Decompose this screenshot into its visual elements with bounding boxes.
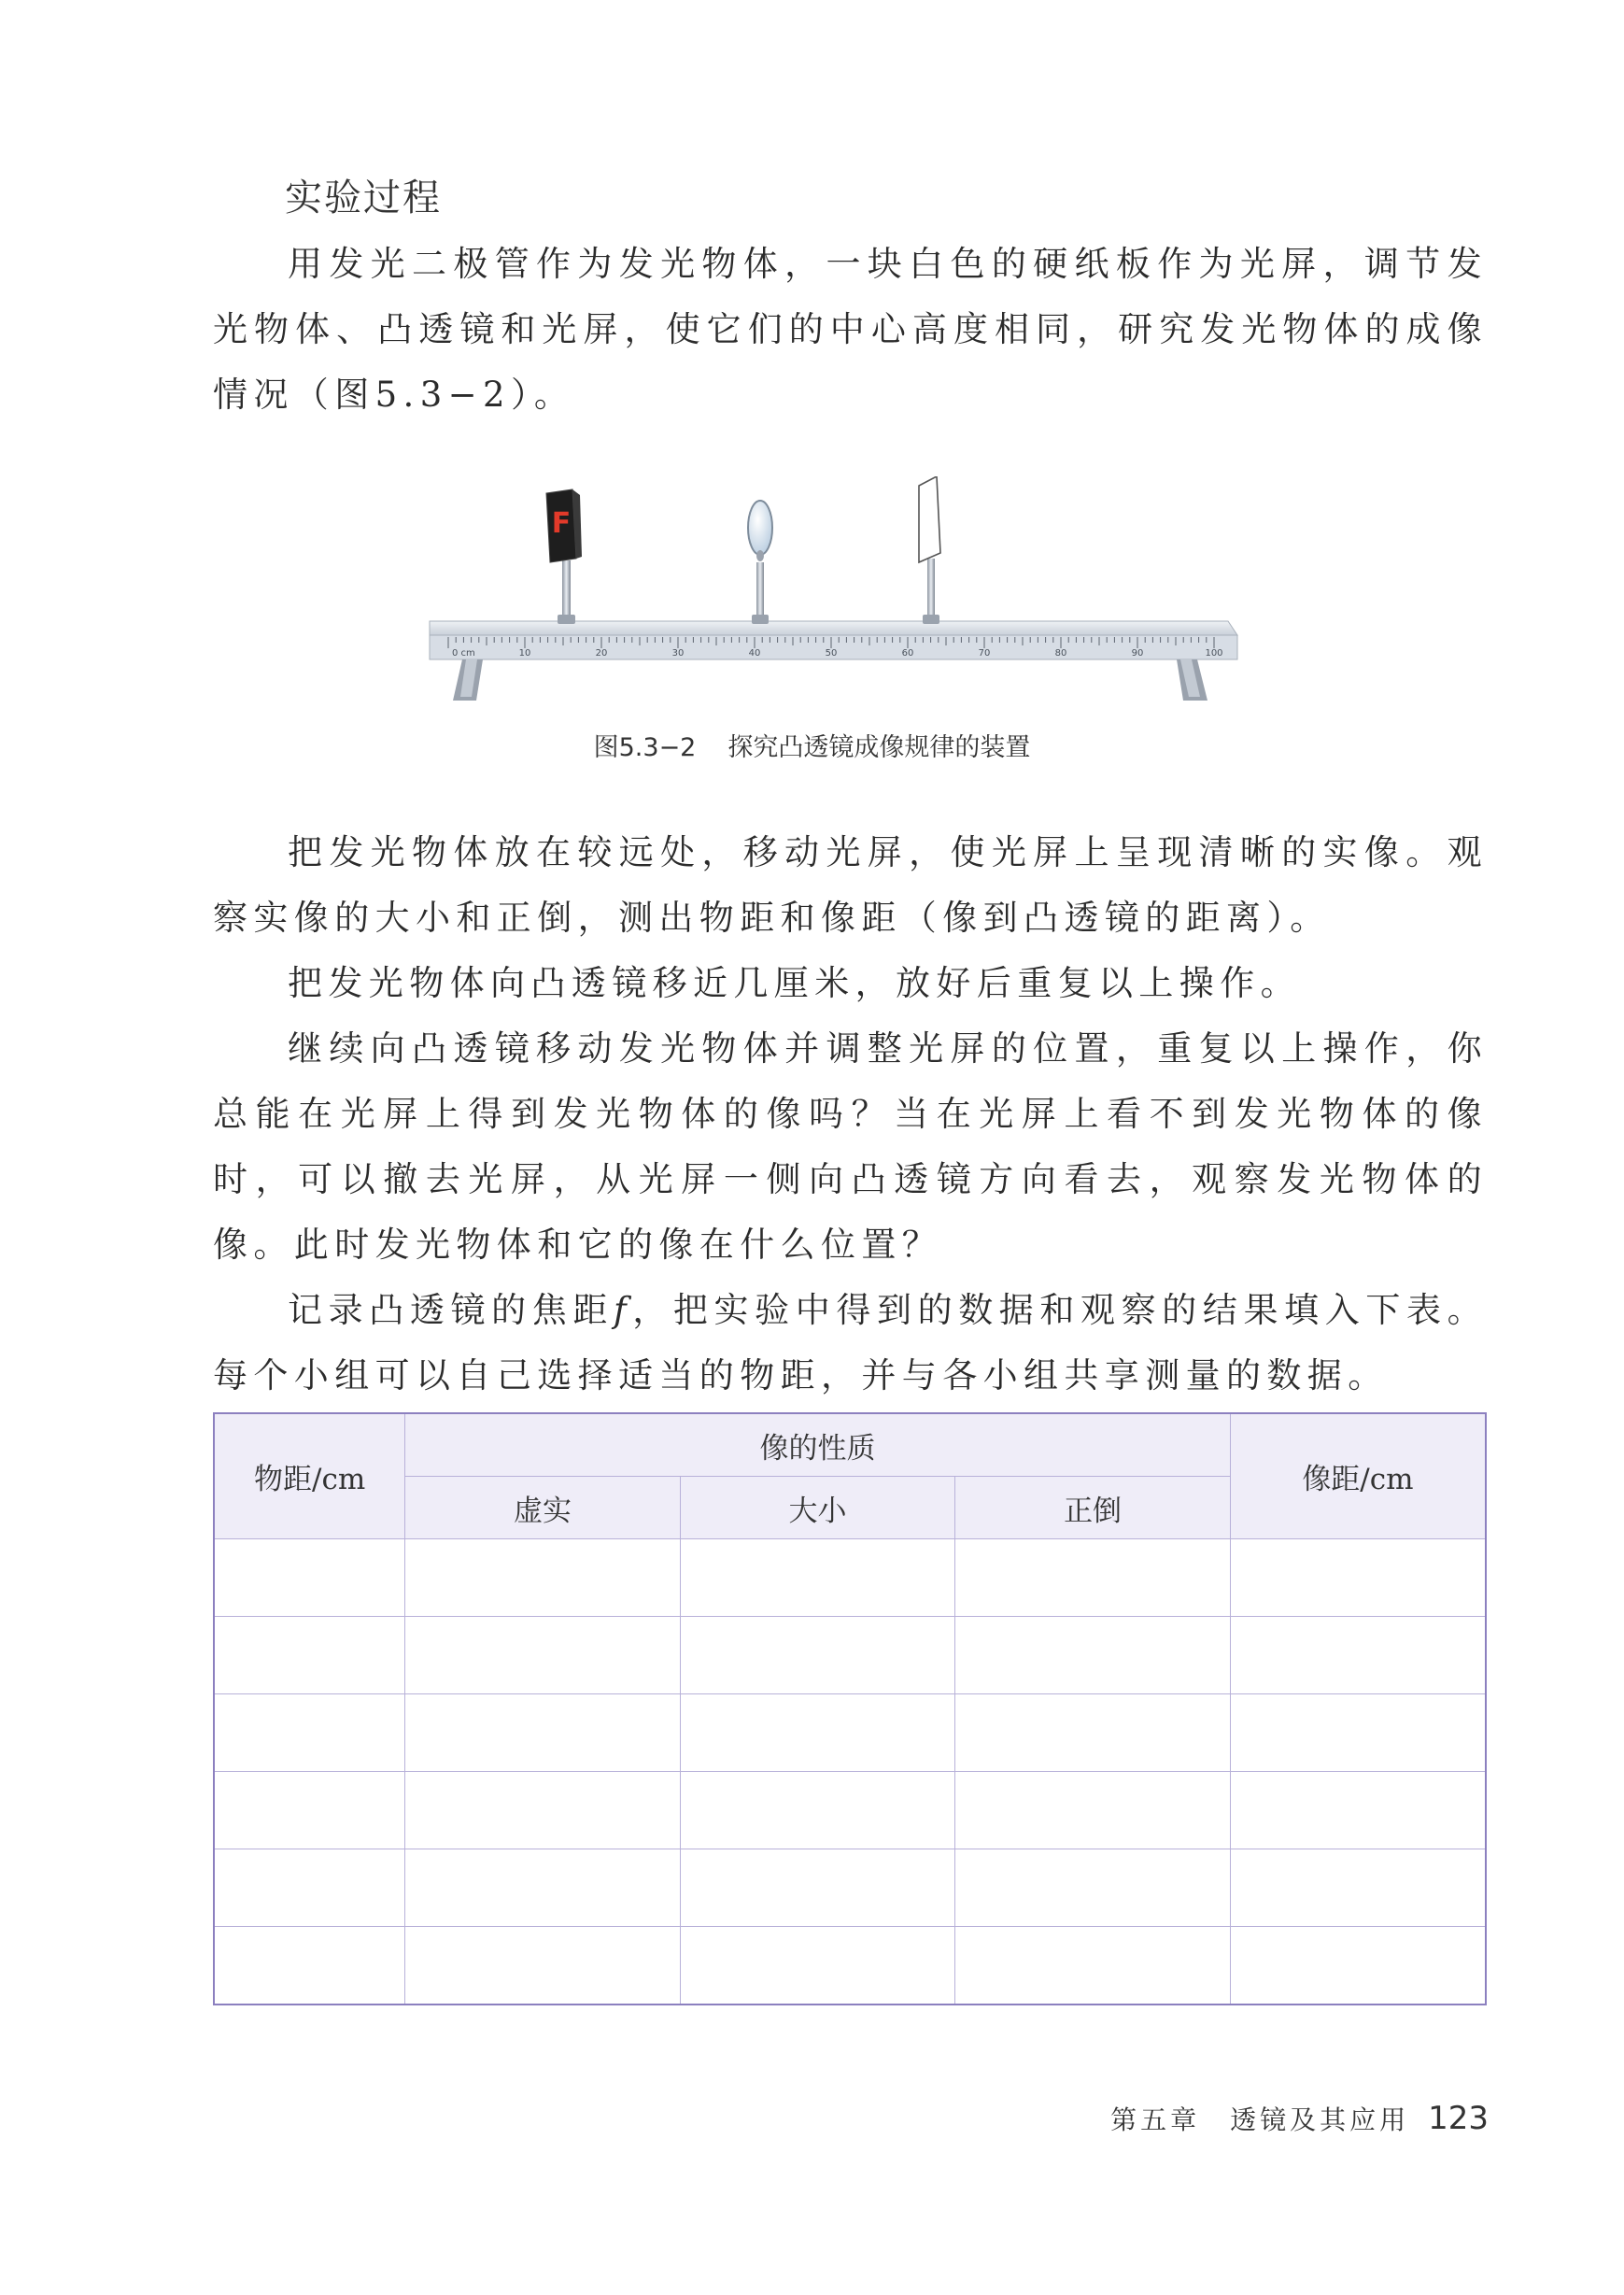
- table-cell: [1230, 1617, 1486, 1694]
- table-cell: [955, 1539, 1231, 1617]
- header-object-distance: 物距/cm: [214, 1413, 405, 1539]
- optical-bench: [430, 621, 1237, 701]
- table-cell: [405, 1849, 681, 1927]
- data-table: [213, 1412, 1487, 2005]
- table-cell: [214, 1772, 405, 1849]
- table-row: [214, 1694, 1486, 1772]
- table-cell: [680, 1539, 955, 1617]
- table-cell: [1230, 1849, 1486, 1927]
- paragraph-far-object: 把发光物体放在较远处，移动光屏，使光屏上呈现清晰的实像。观察实像的大小和正倒，测出物距和像距（像到凸透镜的距离）。: [213, 832, 1488, 938]
- paragraph-continue: 继续向凸透镜移动发光物体并调整光屏的位置，重复以上操作，你总能在光屏上得到发光物体的像吗？当在光屏上看不到发光物体的像时，可以撤去光屏，从光屏一侧向凸透镜方向看去，观察发光物体的像。此时发光物体和它的像在什么位置？: [213, 1028, 1488, 1265]
- focal-length-variable: f: [613, 1290, 633, 1330]
- header-size: 大小: [680, 1477, 955, 1539]
- paragraph-move-closer: 把发光物体向凸透镜移近几厘米，放好后重复以上操作。: [288, 963, 1301, 1003]
- table-cell: [405, 1694, 681, 1772]
- header-image-properties: 像的性质: [405, 1413, 1231, 1477]
- table-cell: [1230, 1772, 1486, 1849]
- table-cell: [405, 1617, 681, 1694]
- header-real-virtual: 虚实: [405, 1477, 681, 1539]
- led-light-source: [546, 489, 582, 624]
- table-cell: [955, 1617, 1231, 1694]
- table-cell: [955, 1772, 1231, 1849]
- table-cell: [955, 1849, 1231, 1927]
- table-cell: [680, 1617, 955, 1694]
- ruler-label: 10: [518, 648, 531, 659]
- ruler-label: 30: [671, 648, 685, 659]
- ruler-label: 100: [1205, 648, 1223, 659]
- table-cell: [214, 1617, 405, 1694]
- section-heading: 实验过程: [285, 177, 442, 220]
- ruler-label: 50: [825, 648, 838, 659]
- table-cell: [955, 1927, 1231, 2005]
- ruler-label: 60: [901, 648, 914, 659]
- header-orientation: 正倒: [955, 1477, 1231, 1539]
- table-row: [214, 1772, 1486, 1849]
- table-cell: [1230, 1539, 1486, 1617]
- record-text-start: 记录凸透镜的焦距: [288, 1290, 614, 1330]
- ruler-label: 70: [978, 648, 991, 659]
- record-text-end: ，把实验中得到的数据和观察的结果填入下表。每个小组可以自己选择适当的物距，并与各小组共享测量的数据。: [213, 1290, 1488, 1395]
- ruler-label: 90: [1131, 648, 1144, 659]
- apparatus-figure: [425, 476, 1247, 701]
- figure-caption-text: 探究凸透镜成像规律的装置: [727, 733, 1031, 762]
- table-cell: [955, 1694, 1231, 1772]
- convex-lens: [748, 501, 772, 624]
- ruler-label: 0 cm: [452, 648, 475, 659]
- paragraph-setup: 用发光二极管作为发光物体，一块白色的硬纸板作为光屏，调节发光物体、凸透镜和光屏，使它们的中心高度相同，研究发光物体的成像情况（图5.3−2）。: [213, 244, 1488, 415]
- header-image-distance: 像距/cm: [1230, 1413, 1486, 1539]
- table-row: [214, 1927, 1486, 2005]
- table-cell: [680, 1772, 955, 1849]
- ruler-label: 20: [595, 648, 608, 659]
- table-cell: [680, 1849, 955, 1927]
- table-cell: [214, 1694, 405, 1772]
- table-row: [214, 1849, 1486, 1927]
- table-cell: [405, 1772, 681, 1849]
- table-cell: [214, 1539, 405, 1617]
- table-cell: [680, 1694, 955, 1772]
- led-f-glyph: F: [551, 507, 572, 540]
- page-footer: [1074, 2100, 1489, 2137]
- paragraph-record: [213, 1278, 1488, 1409]
- table-cell: [214, 1849, 405, 1927]
- table-cell: [1230, 1927, 1486, 2005]
- ruler-label: 40: [748, 648, 761, 659]
- table-cell: [214, 1927, 405, 2005]
- figure-caption: [0, 727, 1624, 763]
- table-cell: [405, 1539, 681, 1617]
- table-row: [214, 1617, 1486, 1694]
- table-cell: [680, 1927, 955, 2005]
- page-number: 123: [1428, 2100, 1489, 2137]
- table-row: [214, 1539, 1486, 1617]
- figure-number: 图5.3−2: [593, 733, 697, 762]
- table-cell: [405, 1927, 681, 2005]
- chapter-title: 第五章 透镜及其应用: [1110, 2104, 1410, 2135]
- ruler-label: 80: [1054, 648, 1067, 659]
- table-cell: [1230, 1694, 1486, 1772]
- light-screen: [919, 476, 940, 624]
